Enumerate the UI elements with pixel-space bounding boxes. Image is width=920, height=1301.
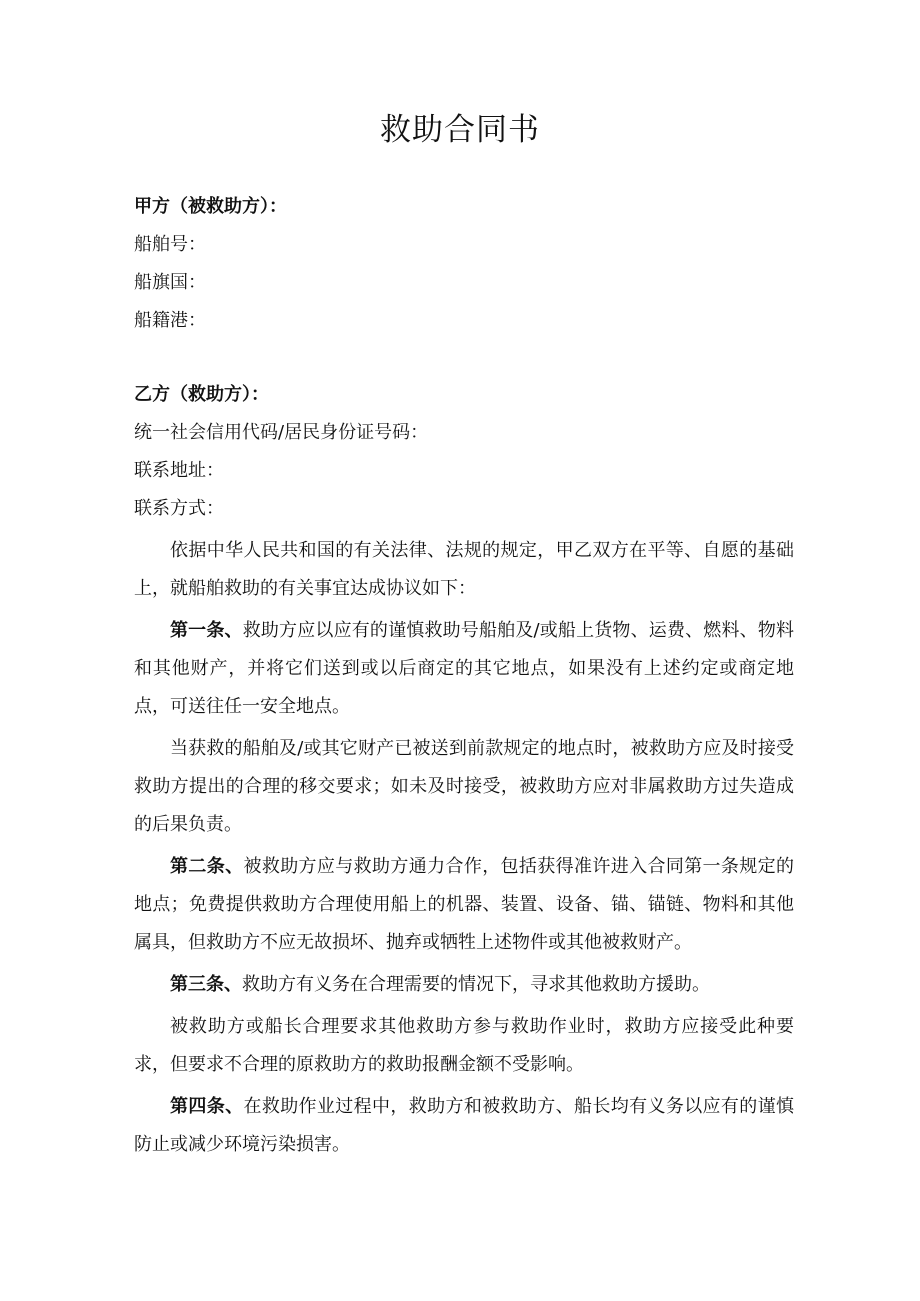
intro-paragraph: 依据中华人民共和国的有关法律、法规的规定，甲乙双方在平等、自愿的基础上，就船舶救助的有关事宜达成协议如下： [134,540,794,599]
article-paragraph [134,1088,794,1164]
document-title: 救助合同书 [380,112,540,148]
article-paragraph [134,612,794,726]
party-a-section [134,188,287,340]
article-text: 在救助作业过程中，救助方和被救助方、船长均有义务以应有的谨慎防止或减少环境污染损害。 [134,1096,795,1155]
article-label: 第一条、 [170,620,243,641]
credit-code-field: 统一社会信用代码/居民身份证号码： [134,422,429,443]
article-text: 救助方应以应有的谨慎救助号船舶及/或船上货物、运费、燃料、物料和其他财产，并将它们送到或以后商定的其它地点，如果没有上述约定或商定地点，可送往任一安全地点。 [134,620,795,717]
article-paragraph [134,966,794,1004]
article-text: 被救助方或船长合理要求其他救助方参与救助作业时，救助方应接受此种要求，但要求不合理的原救助方的救助报酬金额不受影响。 [134,1016,794,1075]
article-label: 第四条、 [170,1096,244,1117]
contact-address-field: 联系地址： [134,460,224,481]
article-paragraph [134,1008,794,1084]
article-paragraph [134,848,794,962]
contract-body [134,532,794,1164]
party-b-heading: 乙方（救助方）： [134,384,269,405]
article-label: 第二条、 [170,856,244,877]
article-text: 当获救的船舶及/或其它财产已被送到前款规定的地点时，被救助方应及时接受救助方提出的合理的移交要求；如未及时接受，被救助方应对非属救助方过失造成的后果负责。 [134,738,794,835]
party-b-section [134,376,428,528]
article-text: 救助方有义务在合理需要的情况下，寻求其他救助方援助。 [242,974,710,995]
article-paragraph [134,730,794,844]
article-label: 第三条、 [170,974,242,995]
flag-state-field: 船旗国： [134,272,206,293]
article-text: 被救助方应与救助方通力合作，包括获得准许进入合同第一条规定的地点；免费提供救助方合理使用船上的机器、装置、设备、锚、锚链、物料和其他属具，但救助方不应无故损坏、抛弃或牺牲上述物件或其他被救财产。 [134,856,795,953]
vessel-number-field: 船舶号： [134,234,206,255]
port-of-registry-field: 船籍港： [134,310,206,331]
contact-method-field: 联系方式： [134,498,224,519]
party-a-heading: 甲方（被救助方）： [134,196,287,217]
